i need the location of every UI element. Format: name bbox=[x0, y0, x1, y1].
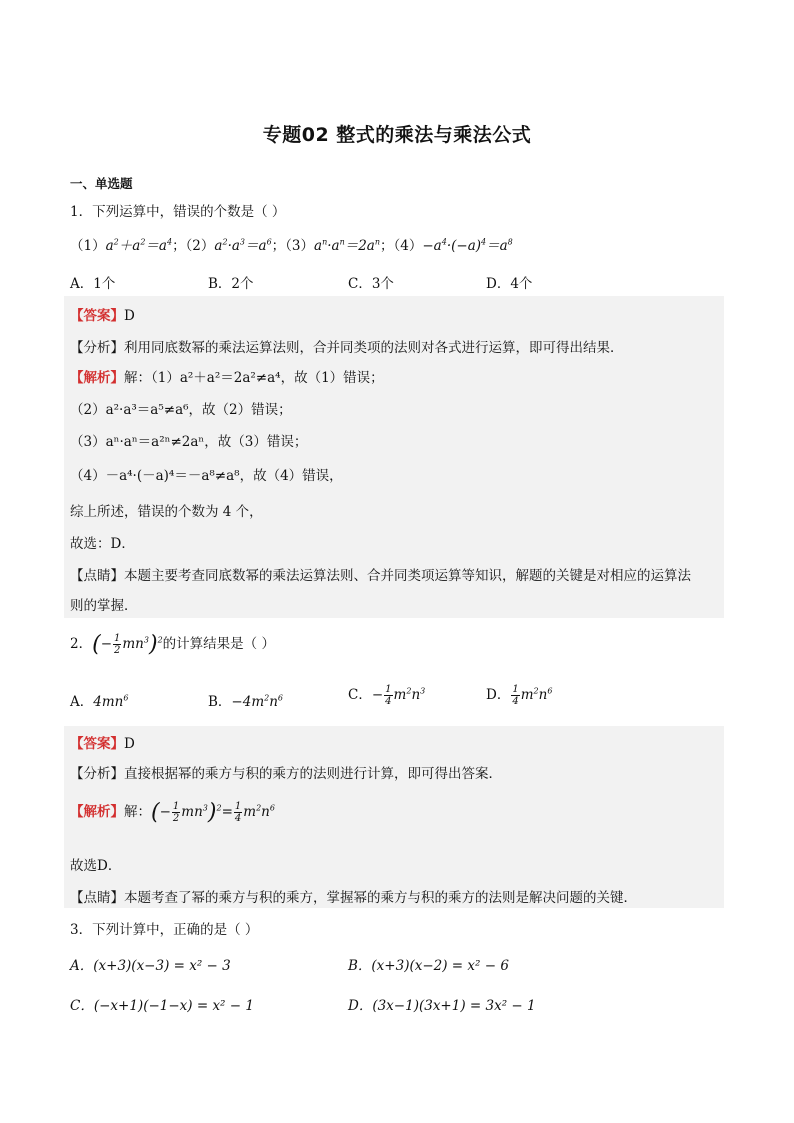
q1-option-c: C．3个 bbox=[348, 276, 394, 292]
q3-stem: 3．下列计算中，正确的是（ ） bbox=[70, 922, 259, 938]
q1-solution-line-5: 综上所述，错误的个数为 4 个， bbox=[70, 504, 263, 520]
q2-option-c: C．− $\frac{1}{4}$ $m^2n^3$ bbox=[348, 684, 426, 707]
q1-comment-line-2: 则的掌握． bbox=[70, 598, 138, 614]
q1-option-d: D．4个 bbox=[486, 276, 533, 292]
q2-analysis: 【分析】直接根据幂的乘方与积的乘方的法则进行计算，即可得出答案． bbox=[70, 766, 502, 782]
q1-option-b: B．2个 bbox=[208, 276, 254, 292]
q1-answer: 【答案】D bbox=[70, 308, 135, 324]
q2-answer: 【答案】D bbox=[70, 736, 135, 752]
q1-option-a: A．1个 bbox=[70, 276, 116, 292]
q3-option-a: A．(x+3)(x−3) = x² − 3 bbox=[70, 958, 231, 974]
page-title: 专题02 整式的乘法与乘法公式 bbox=[262, 124, 532, 146]
q1-stem: 1．下列运算中，错误的个数是（ ） bbox=[70, 204, 286, 220]
q1-analysis: 【分析】利用同底数幂的乘法运算法则，合并同类项的法则对各式进行运算，即可得出结果． bbox=[70, 340, 624, 356]
q2-stem: 2．(− $\frac{1}{2}$ $mn^3)^2$的计算结果是（ ） bbox=[70, 632, 275, 657]
q2-solution-box bbox=[64, 726, 724, 908]
q3-option-b: B．(x+3)(x−2) = x² − 6 bbox=[348, 958, 509, 974]
q1-solution-line-3: （3）aⁿ·aⁿ＝a²ⁿ≠2aⁿ，故（3）错误； bbox=[70, 434, 308, 450]
q2-option-b: B．$-4m^2n^6$ bbox=[208, 693, 284, 710]
q1-solution-line-2: （2）a²·a³＝a⁵≠a⁶，故（2）错误； bbox=[70, 402, 292, 418]
q2-option-d: D． $\frac{1}{4}$ $m^2n^6$ bbox=[486, 684, 553, 707]
q2-comment: 【点睛】本题考查了幂的乘方与积的乘方，掌握幂的乘方与积的乘方的法则是解决问题的关键． bbox=[70, 890, 637, 906]
q1-comment-line-1: 【点睛】本题主要考查同底数幂的乘法运算法则、合并同类项运算等知识，解题的关键是对相应的运算法 bbox=[70, 568, 691, 584]
q2-conclusion: 故选D． bbox=[70, 858, 122, 874]
q2-solution: 【解析】解：(− $\frac{1}{2}$ $mn^3)^2=$ $\frac{1}{4}$ $m^2n^6$ bbox=[70, 800, 275, 825]
q3-option-d: D．(3x−1)(3x+1) = 3x² − 1 bbox=[348, 998, 536, 1014]
q1-solution-line-1: 【解析】解：（1）a²＋a²＝2a²≠a⁴，故（1）错误； bbox=[70, 370, 384, 386]
q3-option-c: C．(−x+1)(−1−x) = x² − 1 bbox=[70, 998, 254, 1014]
q1-solution-line-4: （4）－a⁴·(－a)⁴＝－a⁸≠a⁸，故（4）错误， bbox=[70, 468, 343, 484]
q1-solution-box bbox=[64, 296, 724, 618]
section-heading: 一、单选题 bbox=[70, 176, 133, 191]
q2-option-a: A．$4mn^6$ bbox=[70, 693, 129, 710]
q1-solution-line-6: 故选：D． bbox=[70, 536, 135, 552]
q1-items: $(1)a^2+a^2=a^4$；$(2)a^2\cdot a^3=a^6$；$(3)a^n\cdot a^n=2a^n$；$(4)-a^4\cdot(-a)^4=a^8$ bbox=[70, 237, 513, 254]
